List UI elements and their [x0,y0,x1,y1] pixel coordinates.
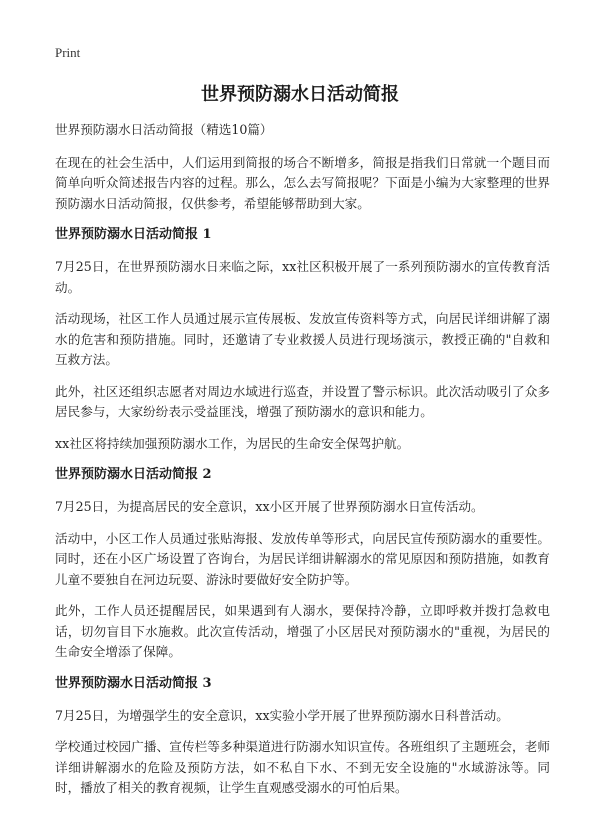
document-body [55,120,550,810]
section-heading-1: 世界预防溺水日活动简报 1 [55,227,212,242]
section-2-paragraph: 活动中，小区工作人员通过张贴海报、发放传单等形式，向居民宣传预防溺水的重要性。同时，还在小区广场设置了咨询台，为居民详细讲解溺水的常见原因和预防措施，如教育儿童不要独自在河边玩耍、游泳时要做好安全防护等。 [55,530,550,587]
print-link[interactable]: Print [55,45,81,60]
section-heading-3: 世界预防溺水日活动简报 3 [55,675,212,691]
section-1-paragraph: 活动现场，社区工作人员通过展示宣传展板、发放宣传资料等方式，向居民详细讲解了溺水的危害和预防措施。同时，还邀请了专业救援人员进行现场演示，教授正确的"自救和互救方法。 [55,311,550,367]
document-subtitle: 世界预防溺水日活动简报（精选10篇） [55,122,273,137]
section-3-paragraph: 7月25日，为增强学生的安全意识，xx实验小学开展了世界预防溺水日科普活动。 [55,707,509,723]
section-1-paragraph: 7月25日，在世界预防溺水日来临之际，xx社区积极开展了一系列预防溺水的宣传教育活动。 [55,259,550,295]
section-1-paragraph: 此外，社区还组织志愿者对周边水域进行巡查，并设置了警示标识。此次活动吸引了众多居民参与，大家纷纷表示受益匪浅，增强了预防溺水的意识和能力。 [55,383,550,419]
page-title: 世界预防溺水日活动简报 [201,84,399,105]
section-2-paragraph: 此外，工作人员还提醒居民，如果遇到有人溺水，要保持冷静，立即呼救并拨打急救电话，切勿盲目下水施救。此次宣传活动，增强了小区居民对预防溺水的"重视，为居民的生命安全增添了保障。 [55,603,550,659]
section-1-paragraph: xx社区将持续加强预防溺水工作，为居民的生命安全保驾护航。 [55,435,410,451]
section-3-paragraph: 学校通过校园广播、宣传栏等多种渠道进行防溺水知识宣传。各班组织了主题班会，老师详细讲解溺水的危险及预防方法，如不私自下水、不到无安全设施的"水域游泳等。同时，播放了相关的教育视频，让学生直观感受溺水的可怕后果。 [55,739,550,795]
section-2-paragraph: 7月25日，为提高居民的安全意识，xx小区开展了世界预防溺水日宣传活动。 [55,499,484,514]
intro-paragraph: 在现在的社会生活中，人们运用到简报的场合不断增多，简报是指我们日常就一个题目而简单向听众简述报告内容的过程。那么，怎么去写简报呢？下面是小编为大家整理的世界预防溺水日活动简报，仅供参考，希望能够帮助到大家。 [55,154,550,211]
section-heading-2: 世界预防溺水日活动简报 2 [55,467,212,482]
